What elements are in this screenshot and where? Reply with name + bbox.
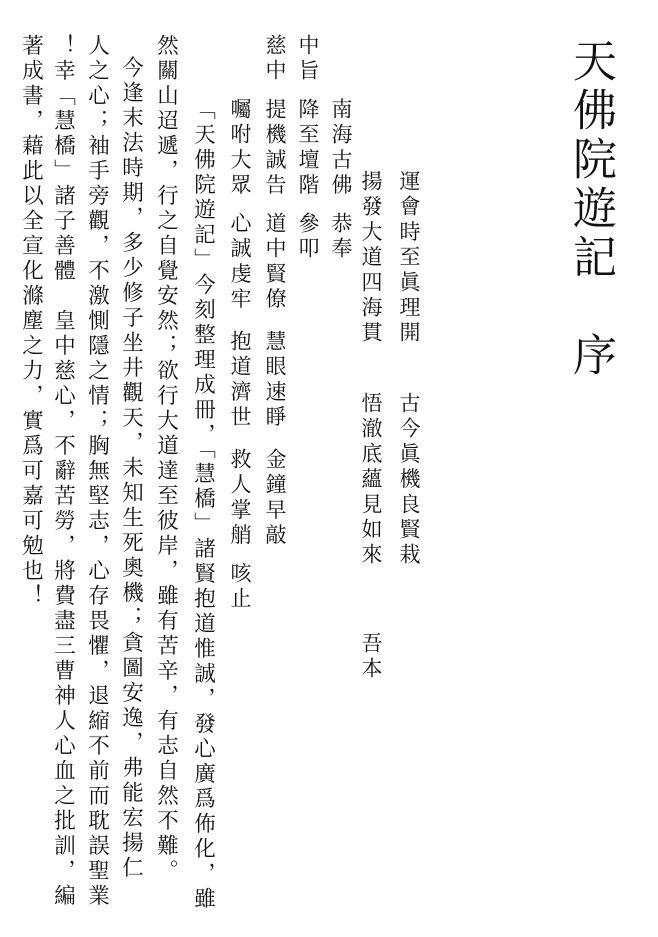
header-line-6d: 救人掌艄 <box>228 448 252 549</box>
header-line-5c: 道中賢僚 <box>263 212 287 313</box>
header-line-4a: 中旨 <box>296 34 320 85</box>
header-line-6b: 心誠虔牢 <box>228 212 252 313</box>
header-line-5a: 慈中 <box>263 34 287 85</box>
header-line-2c: 吾本 <box>359 632 383 683</box>
header-line-2b: 悟澈底蘊見如來 <box>359 392 383 569</box>
header-line-4c: 參叩 <box>296 212 320 263</box>
header-line-6e: 咳止 <box>228 562 252 613</box>
header-line-2a: 揚發大道四海貫 <box>359 170 383 347</box>
header-line-1a: 運會時至眞理開 <box>397 170 421 347</box>
header-line-1b: 古今眞機良賢栽 <box>397 392 421 569</box>
body-column-4: 人之心；袖手旁觀，不激惻隱之情；胸無堅志，心存畏懼，退縮不前而耽誤聖業 <box>84 34 110 909</box>
body-column-6: 著成書，藉此以全宣化滌塵之力，實爲可嘉可勉也！ <box>18 34 44 609</box>
body-column-5: ！幸「慧橋」諸子善體 皇中慈心，不辭苦勞，將費盡三曹神人心血之批訓，編 <box>50 34 76 909</box>
body-column-3: 今逢末法時期，多少修子坐井觀天，未知生死奧機；貪圖安逸，弗能宏揚仁 <box>118 56 144 881</box>
header-line-5d: 慧眼速睜 <box>263 330 287 431</box>
header-line-6a: 囑咐大眾 <box>228 98 252 199</box>
body-column-2: 然關山迢遞，行之自覺安然；欲行大道達至彼岸，雖有苦辛，有志自然不難。 <box>153 34 179 884</box>
header-line-4b: 降至壇階 <box>296 98 320 199</box>
page-title: 天佛院遊記 序 <box>565 38 616 381</box>
header-line-6c: 抱道濟世 <box>228 330 252 431</box>
header-line-5b: 提機誠告 <box>263 98 287 199</box>
body-column-1: 「天佛院遊記」今刻整理成冊，「慧橋」諸賢抱道惟誠，發心廣爲佈化，雖 <box>190 98 216 913</box>
header-line-3b: 恭奉 <box>329 212 353 263</box>
header-line-3a: 南海古佛 <box>329 98 353 199</box>
header-line-5e: 金鐘早敲 <box>263 448 287 549</box>
